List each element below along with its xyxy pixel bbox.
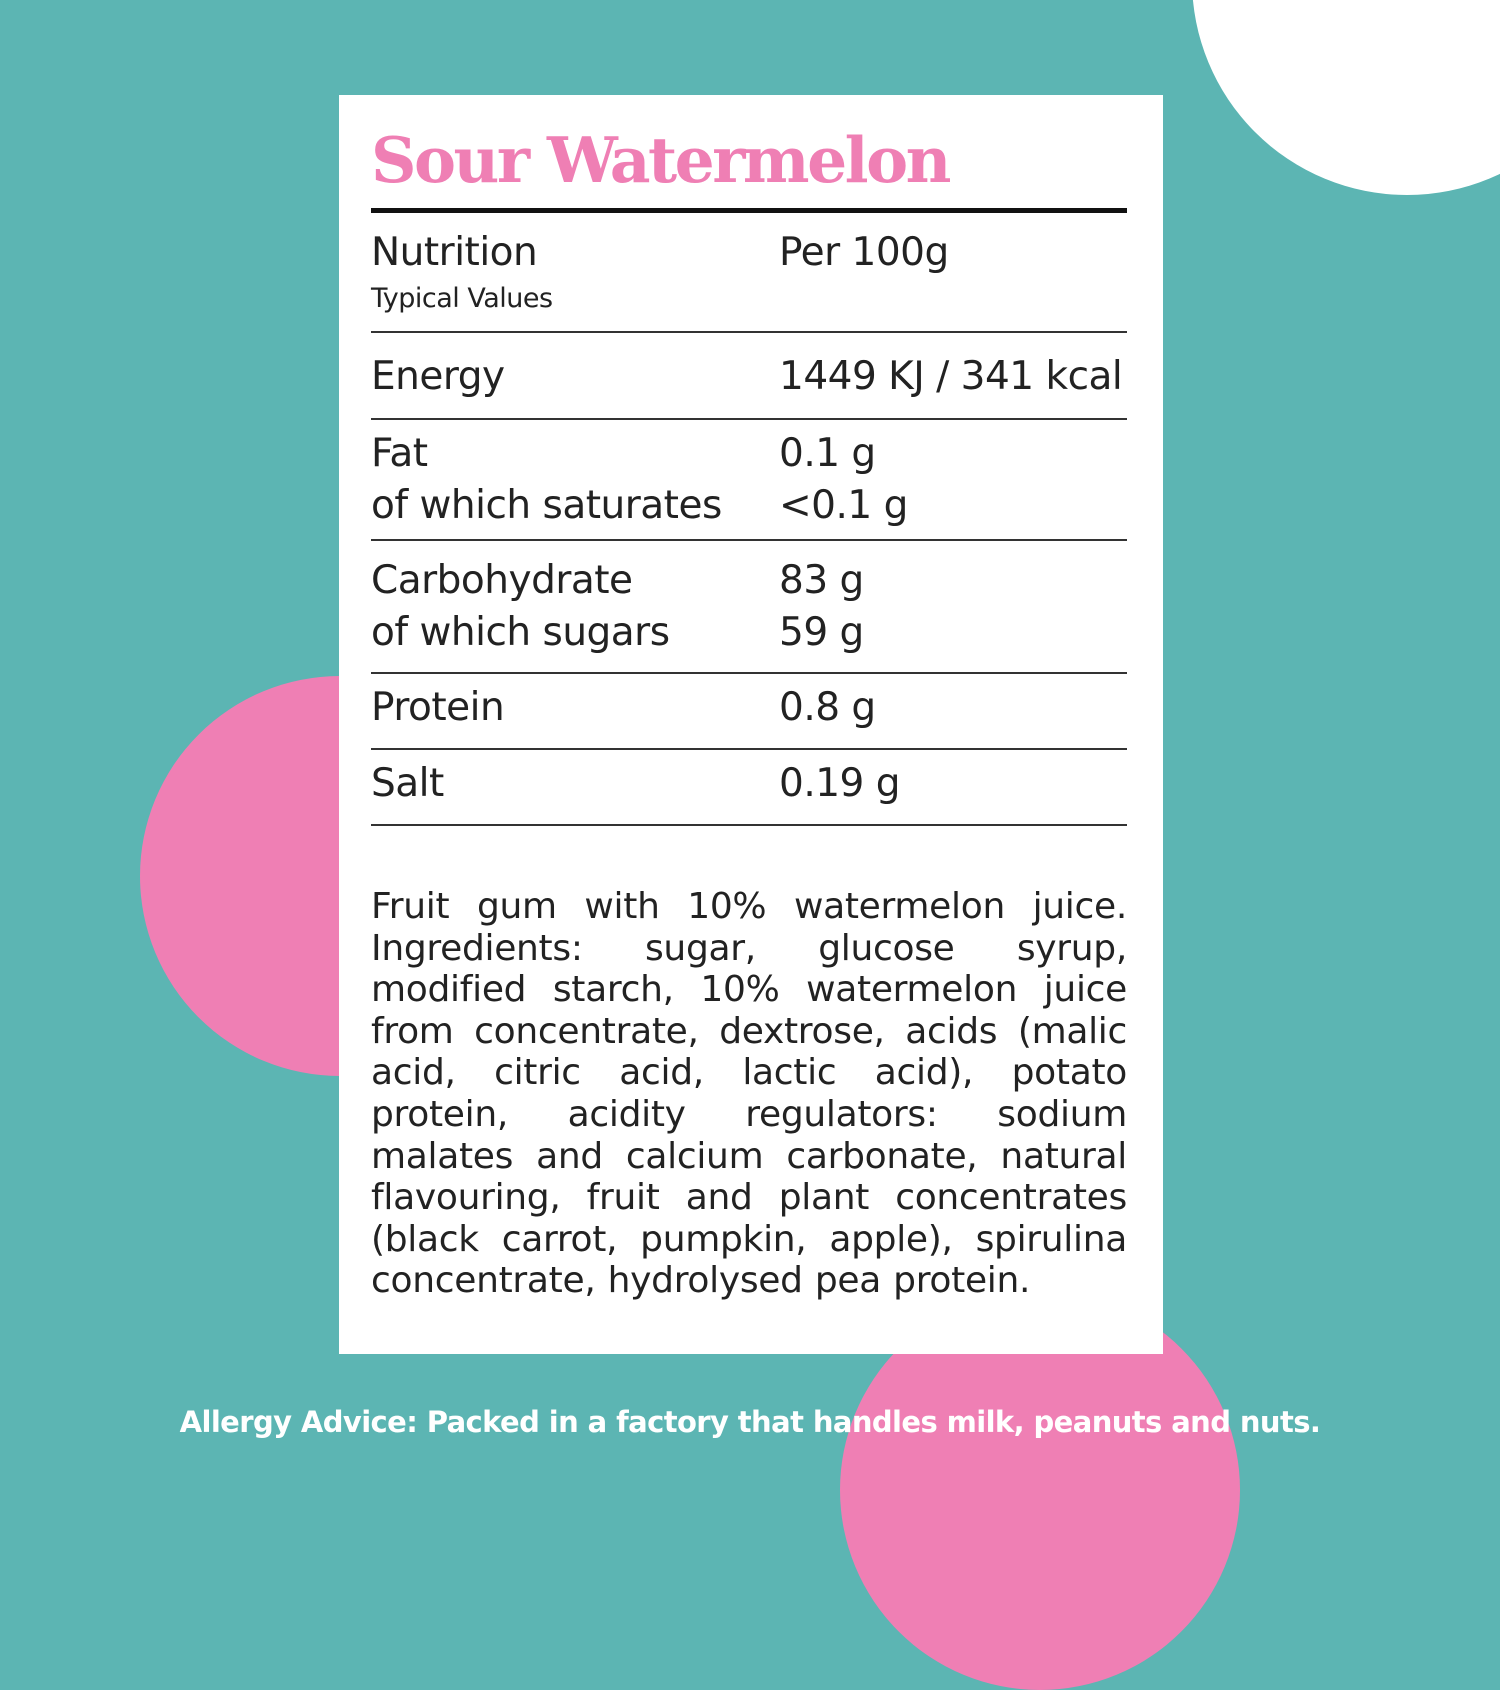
product-title: Sour Watermelon bbox=[371, 123, 949, 197]
header-value: Per 100g bbox=[779, 230, 949, 275]
header-sublabel: Typical Values bbox=[371, 283, 553, 314]
row-sub-label: of which saturates bbox=[371, 483, 722, 528]
row-value: 1449 KJ / 341 kcal bbox=[779, 354, 1123, 399]
row-value: 0.1 g bbox=[779, 431, 876, 476]
table-row-fat bbox=[371, 420, 1127, 541]
row-label: Protein bbox=[371, 685, 505, 730]
table-header-row bbox=[371, 213, 1127, 333]
row-label: Salt bbox=[371, 761, 444, 806]
table-row-salt bbox=[371, 750, 1127, 826]
row-sub-value: <0.1 g bbox=[779, 483, 908, 528]
allergy-advice: Allergy Advice: Packed in a factory that handles milk, peanuts and nuts. bbox=[179, 1405, 1321, 1439]
decorative-white-circle bbox=[1192, 0, 1500, 195]
row-label: Energy bbox=[371, 354, 505, 399]
table-row-protein bbox=[371, 674, 1127, 750]
nutrition-label-card bbox=[339, 95, 1163, 1354]
row-sub-value: 59 g bbox=[779, 610, 864, 655]
table-row-energy bbox=[371, 333, 1127, 420]
row-label: Fat bbox=[371, 431, 428, 476]
row-value: 0.19 g bbox=[779, 761, 900, 806]
row-value: 83 g bbox=[779, 558, 864, 603]
row-value: 0.8 g bbox=[779, 685, 876, 730]
table-row-carbohydrate bbox=[371, 541, 1127, 674]
header-label: Nutrition bbox=[371, 230, 538, 275]
ingredients-text: Fruit gum with 10% watermelon juice. Ingredients: sugar, glucose syrup, modified starch, 10% watermelon juice from concentrate, dextrose, acids (malic acid, citric acid, lactic acid), potato protein, acidity regulators: sodium malates and calcium carbonate, natural flavouring, fruit and plant concentrates (black carrot, pumpkin, apple), spirulina concentrate, hydrolysed pea protein. bbox=[371, 886, 1127, 1302]
row-label: Carbohydrate bbox=[371, 558, 633, 603]
row-sub-label: of which sugars bbox=[371, 610, 670, 655]
